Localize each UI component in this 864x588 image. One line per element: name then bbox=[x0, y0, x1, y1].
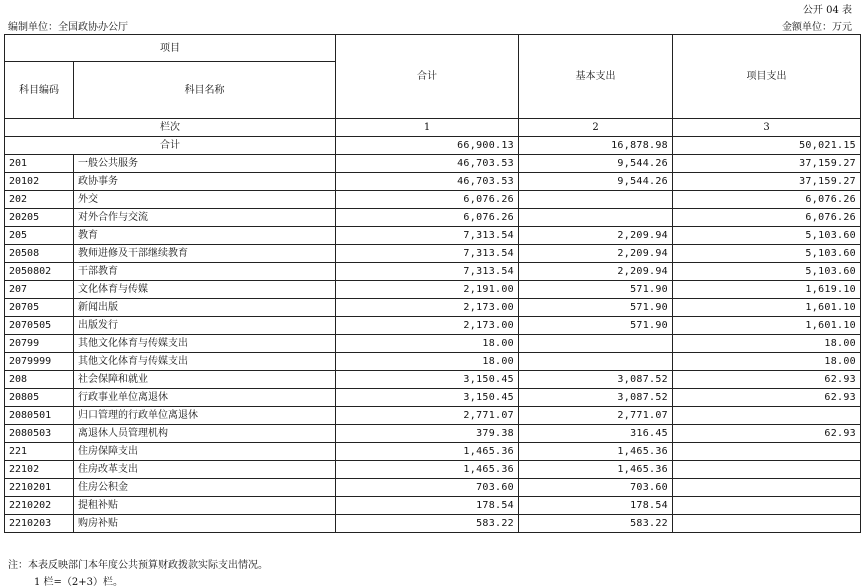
table-row bbox=[5, 317, 861, 335]
total-value: 583.22 bbox=[336, 515, 519, 533]
table-row bbox=[5, 353, 861, 371]
subject-code: 20508 bbox=[5, 245, 74, 263]
project-expense-value bbox=[673, 443, 861, 461]
subject-code: 201 bbox=[5, 155, 74, 173]
table-row bbox=[5, 425, 861, 443]
project-expense-value: 37,159.27 bbox=[673, 173, 861, 191]
table-row bbox=[5, 155, 861, 173]
subject-name: 归口管理的行政单位离退休 bbox=[74, 407, 336, 425]
total-value: 18.00 bbox=[336, 335, 519, 353]
table-body bbox=[5, 35, 861, 533]
subject-name: 干部教育 bbox=[74, 263, 336, 281]
project-expense-header: 项目支出 bbox=[673, 35, 861, 119]
project-expense-value: 37,159.27 bbox=[673, 155, 861, 173]
table-row bbox=[5, 335, 861, 353]
basic-expense-value: 2,209.94 bbox=[519, 245, 673, 263]
basic-expense-value: 571.90 bbox=[519, 281, 673, 299]
project-expense-value: 5,103.60 bbox=[673, 245, 861, 263]
grand-total-label: 合计 bbox=[5, 137, 336, 155]
basic-expense-value: 178.54 bbox=[519, 497, 673, 515]
project-expense-value bbox=[673, 461, 861, 479]
table-row bbox=[5, 371, 861, 389]
basic-expense-value: 1,465.36 bbox=[519, 461, 673, 479]
table-row bbox=[5, 245, 861, 263]
subject-code: 202 bbox=[5, 191, 74, 209]
total-value: 46,703.53 bbox=[336, 173, 519, 191]
grand-total-row bbox=[5, 137, 861, 155]
basic-expense-value bbox=[519, 209, 673, 227]
subject-name: 行政事业单位离退休 bbox=[74, 389, 336, 407]
project-expense-value: 1,601.10 bbox=[673, 299, 861, 317]
table-row bbox=[5, 479, 861, 497]
total-value: 3,150.45 bbox=[336, 389, 519, 407]
header-row-project bbox=[5, 35, 861, 62]
subject-code: 20102 bbox=[5, 173, 74, 191]
subject-code: 22102 bbox=[5, 461, 74, 479]
footnote-2: 1 栏=（2+3）栏。 bbox=[34, 577, 124, 588]
project-expense-value: 18.00 bbox=[673, 353, 861, 371]
subject-code: 207 bbox=[5, 281, 74, 299]
basic-expense-value: 1,465.36 bbox=[519, 443, 673, 461]
basic-expense-value: 316.45 bbox=[519, 425, 673, 443]
subject-code: 2050802 bbox=[5, 263, 74, 281]
table-row bbox=[5, 497, 861, 515]
total-value: 2,173.00 bbox=[336, 299, 519, 317]
subject-name: 政协事务 bbox=[74, 173, 336, 191]
total-value: 379.38 bbox=[336, 425, 519, 443]
currency-unit: 金额单位：万元 bbox=[782, 22, 852, 33]
form-number: 公开 04 表 bbox=[802, 5, 852, 16]
total-header: 合计 bbox=[336, 35, 519, 119]
basic-expense-value: 3,087.52 bbox=[519, 389, 673, 407]
project-expense-value: 5,103.60 bbox=[673, 263, 861, 281]
subject-code: 2079999 bbox=[5, 353, 74, 371]
table-row bbox=[5, 263, 861, 281]
total-value: 703.60 bbox=[336, 479, 519, 497]
subject-code: 20705 bbox=[5, 299, 74, 317]
total-value: 6,076.26 bbox=[336, 209, 519, 227]
total-value: 6,076.26 bbox=[336, 191, 519, 209]
basic-expense-value: 2,209.94 bbox=[519, 263, 673, 281]
project-expense-value: 6,076.26 bbox=[673, 191, 861, 209]
compiling-unit: 编制单位：全国政协办公厅 bbox=[8, 22, 128, 33]
footnote-1: 注：本表反映部门本年度公共预算财政拨款实际支出情况。 bbox=[8, 560, 268, 571]
subject-code: 2210201 bbox=[5, 479, 74, 497]
table-row bbox=[5, 443, 861, 461]
table-row bbox=[5, 515, 861, 533]
column-index-label: 栏次 bbox=[5, 119, 336, 137]
subject-name: 文化体育与传媒 bbox=[74, 281, 336, 299]
subject-name: 购房补贴 bbox=[74, 515, 336, 533]
subject-name: 出版发行 bbox=[74, 317, 336, 335]
total-value: 7,313.54 bbox=[336, 245, 519, 263]
total-value: 1,465.36 bbox=[336, 443, 519, 461]
project-expense-value: 62.93 bbox=[673, 371, 861, 389]
basic-expense-value: 2,209.94 bbox=[519, 227, 673, 245]
subject-name: 教育 bbox=[74, 227, 336, 245]
table-row bbox=[5, 407, 861, 425]
subject-code: 20799 bbox=[5, 335, 74, 353]
project-expense-value: 18.00 bbox=[673, 335, 861, 353]
grand-total-project: 50,021.15 bbox=[673, 137, 861, 155]
basic-expense-value: 703.60 bbox=[519, 479, 673, 497]
basic-expense-value: 583.22 bbox=[519, 515, 673, 533]
subject-code: 205 bbox=[5, 227, 74, 245]
project-expense-value: 6,076.26 bbox=[673, 209, 861, 227]
project-expense-value: 5,103.60 bbox=[673, 227, 861, 245]
basic-expense-value: 3,087.52 bbox=[519, 371, 673, 389]
total-value: 2,191.00 bbox=[336, 281, 519, 299]
subject-code: 2070505 bbox=[5, 317, 74, 335]
subject-code: 20205 bbox=[5, 209, 74, 227]
subject-name: 外交 bbox=[74, 191, 336, 209]
table-row bbox=[5, 461, 861, 479]
total-value: 7,313.54 bbox=[336, 227, 519, 245]
subject-code: 2080501 bbox=[5, 407, 74, 425]
table-row bbox=[5, 191, 861, 209]
project-expense-value: 62.93 bbox=[673, 389, 861, 407]
table-row bbox=[5, 227, 861, 245]
subject-name: 住房公积金 bbox=[74, 479, 336, 497]
subject-name: 其他文化体育与传媒支出 bbox=[74, 335, 336, 353]
subject-code-header: 科目编码 bbox=[5, 62, 74, 119]
project-header: 项目 bbox=[5, 35, 336, 62]
subject-code: 2210202 bbox=[5, 497, 74, 515]
table-row bbox=[5, 173, 861, 191]
grand-total-value: 66,900.13 bbox=[336, 137, 519, 155]
subject-name: 其他文化体育与传媒支出 bbox=[74, 353, 336, 371]
grand-total-basic: 16,878.98 bbox=[519, 137, 673, 155]
total-value: 3,150.45 bbox=[336, 371, 519, 389]
subject-name: 一般公共服务 bbox=[74, 155, 336, 173]
subject-code: 2080503 bbox=[5, 425, 74, 443]
subject-name-header: 科目名称 bbox=[74, 62, 336, 119]
expenditure-table bbox=[4, 34, 861, 533]
table-row bbox=[5, 299, 861, 317]
total-value: 2,771.07 bbox=[336, 407, 519, 425]
project-expense-value: 1,619.10 bbox=[673, 281, 861, 299]
column-index-1: 1 bbox=[336, 119, 519, 137]
table-row bbox=[5, 389, 861, 407]
column-index-2: 2 bbox=[519, 119, 673, 137]
basic-expense-value: 2,771.07 bbox=[519, 407, 673, 425]
subject-name: 住房改革支出 bbox=[74, 461, 336, 479]
column-index-3: 3 bbox=[673, 119, 861, 137]
basic-expense-value bbox=[519, 191, 673, 209]
subject-name: 提租补贴 bbox=[74, 497, 336, 515]
basic-expense-value bbox=[519, 353, 673, 371]
basic-expense-header: 基本支出 bbox=[519, 35, 673, 119]
subject-name: 对外合作与交流 bbox=[74, 209, 336, 227]
subject-code: 2210203 bbox=[5, 515, 74, 533]
project-expense-value bbox=[673, 479, 861, 497]
subject-name: 住房保障支出 bbox=[74, 443, 336, 461]
column-index-row bbox=[5, 119, 861, 137]
subject-code: 208 bbox=[5, 371, 74, 389]
project-expense-value bbox=[673, 407, 861, 425]
total-value: 1,465.36 bbox=[336, 461, 519, 479]
basic-expense-value: 571.90 bbox=[519, 299, 673, 317]
total-value: 178.54 bbox=[336, 497, 519, 515]
subject-name: 社会保障和就业 bbox=[74, 371, 336, 389]
table-row bbox=[5, 209, 861, 227]
basic-expense-value: 9,544.26 bbox=[519, 155, 673, 173]
total-value: 18.00 bbox=[336, 353, 519, 371]
total-value: 46,703.53 bbox=[336, 155, 519, 173]
basic-expense-value: 9,544.26 bbox=[519, 173, 673, 191]
total-value: 2,173.00 bbox=[336, 317, 519, 335]
table-row bbox=[5, 281, 861, 299]
subject-name: 离退休人员管理机构 bbox=[74, 425, 336, 443]
subject-code: 221 bbox=[5, 443, 74, 461]
subject-name: 新闻出版 bbox=[74, 299, 336, 317]
project-expense-value bbox=[673, 497, 861, 515]
project-expense-value: 62.93 bbox=[673, 425, 861, 443]
basic-expense-value: 571.90 bbox=[519, 317, 673, 335]
project-expense-value: 1,601.10 bbox=[673, 317, 861, 335]
subject-code: 20805 bbox=[5, 389, 74, 407]
subject-name: 教师进修及干部继续教育 bbox=[74, 245, 336, 263]
total-value: 7,313.54 bbox=[336, 263, 519, 281]
project-expense-value bbox=[673, 515, 861, 533]
basic-expense-value bbox=[519, 335, 673, 353]
